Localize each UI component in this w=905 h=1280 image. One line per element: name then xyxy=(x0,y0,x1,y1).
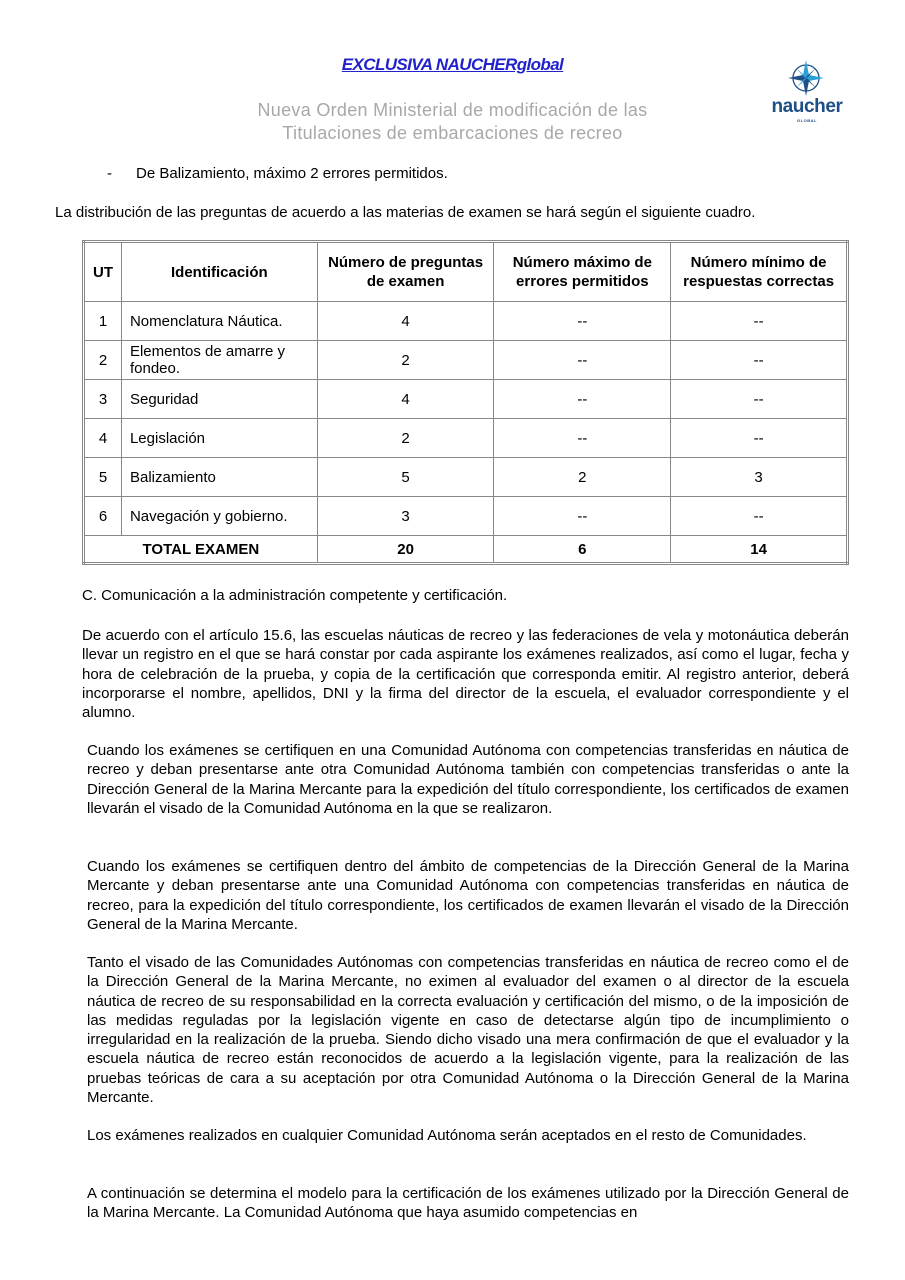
body-paragraph: Cuando los exámenes se certifiquen en una Comunidad Autónoma con competencias transferidas en náutica de recreo y deban presentarse ante otra Comunidad Autónoma también con competencias transferidas o ante la Dirección General de la Marina Mercante para la expedición del título correspondiente, los certificados de examen llevarán el visado de la Comunidad Autónoma en la que se realizaron. xyxy=(87,742,849,817)
body-paragraph: Cuando los exámenes se certifiquen dentro del ámbito de competencias de la Dirección General de la Marina Mercante y deban presentarse ante una Comunidad Autónoma con competencias transferidas en náutica de recreo, para la expedición del título correspondiente, los certificados de examen llevarán el visado de la Dirección General de la Marina Mercante. xyxy=(87,858,849,933)
cell-identificacion: Nomenclatura Náutica. xyxy=(121,302,317,341)
table-header-row xyxy=(84,242,848,302)
cell-preguntas: 2 xyxy=(317,419,494,458)
cell-preguntas: 4 xyxy=(317,302,494,341)
total-correctas: 14 xyxy=(671,536,848,564)
header-num-preguntas: Número de preguntas de examen xyxy=(317,242,494,302)
logo-wordmark: naucher xyxy=(771,96,843,117)
cell-errores: -- xyxy=(494,419,671,458)
cell-ut: 4 xyxy=(84,419,122,458)
cell-identificacion: Legislación xyxy=(121,419,317,458)
intro-paragraph: La distribución de las preguntas de acuerdo a las materias de examen se hará según el siguiente cuadro. xyxy=(55,204,756,221)
cell-correctas: -- xyxy=(671,341,848,380)
cell-errores: -- xyxy=(494,497,671,536)
cell-preguntas: 5 xyxy=(317,458,494,497)
header-ut: UT xyxy=(84,242,122,302)
header-min-correctas: Número mínimo de respuestas correctas xyxy=(671,242,848,302)
cell-errores: -- xyxy=(494,341,671,380)
body-paragraph: Tanto el visado de las Comunidades Autónomas con competencias transferidas en náutica de recreo como el de la Dirección General de la Marina Mercante, no eximen al evaluador del examen o al director de la escuela náutica de recreo de su responsabilidad en la correcta evaluación y certificación del mismo, o de la imposición de las medidas reguladas por la legislación vigente en caso de detectarse algún tipo de incumplimiento o irregularidad en la realización de la prueba. Siendo dicho visado una mera confirmación de que el evaluador y la escuela náutica de recreo están reconocidos de acuerdo a la legislación vigente, para la realización de las pruebas teóricas de cara a su aceptación por otra Comunidad Autónoma o la Dirección General de la Marina Mercante. xyxy=(87,954,849,1107)
cell-correctas: -- xyxy=(671,419,848,458)
cell-errores: 2 xyxy=(494,458,671,497)
cell-ut: 6 xyxy=(84,497,122,536)
total-label: TOTAL EXAMEN xyxy=(84,536,318,564)
bullet-text: De Balizamiento, máximo 2 errores permitidos. xyxy=(136,165,448,182)
cell-correctas: -- xyxy=(671,302,848,341)
logo-subtext: GLOBAL xyxy=(797,118,817,123)
cell-identificacion: Elementos de amarre y fondeo. xyxy=(121,341,317,380)
body-paragraph: Los exámenes realizados en cualquier Comunidad Autónoma serán aceptados en el resto de Comunidades. xyxy=(87,1127,807,1144)
cell-ut: 2 xyxy=(84,341,122,380)
header-link[interactable]: EXCLUSIVA NAUCHERglobal xyxy=(341,55,564,74)
table-row xyxy=(84,497,848,536)
cell-identificacion: Seguridad xyxy=(121,380,317,419)
cell-correctas: 3 xyxy=(671,458,848,497)
table-row xyxy=(84,380,848,419)
cell-identificacion: Navegación y gobierno. xyxy=(121,497,317,536)
total-errores: 6 xyxy=(494,536,671,564)
bullet-dash: - xyxy=(107,165,112,182)
exam-table xyxy=(82,240,849,565)
cell-preguntas: 3 xyxy=(317,497,494,536)
cell-identificacion: Balizamiento xyxy=(121,458,317,497)
cell-ut: 1 xyxy=(84,302,122,341)
cell-errores: -- xyxy=(494,302,671,341)
body-paragraph: De acuerdo con el artículo 15.6, las escuelas náuticas de recreo y las federaciones de vela y motonáutica deberán llevar un registro en el que se hará constar por cada aspirante los exámenes realizados, así como el lugar, fecha y hora de celebración de la prueba, y copia de la certificación que corresponda emitir. Al registro anterior, deberá incorporarse el nombre, apellidos, DNI y la firma del director de la escuela, el evaluador correspondiente y el alumno. xyxy=(82,627,849,722)
cell-preguntas: 4 xyxy=(317,380,494,419)
total-preguntas: 20 xyxy=(317,536,494,564)
cell-correctas: -- xyxy=(671,497,848,536)
cell-ut: 5 xyxy=(84,458,122,497)
table-total-row xyxy=(84,536,848,564)
header-max-errores: Número máximo de errores permitidos xyxy=(494,242,671,302)
section-heading: C. Comunicación a la administración competente y certificación. xyxy=(82,587,508,604)
cell-ut: 3 xyxy=(84,380,122,419)
header-identificacion: Identificación xyxy=(121,242,317,302)
table-row xyxy=(84,419,848,458)
bullet-item xyxy=(107,165,448,182)
table-row xyxy=(84,302,848,341)
subtitle-line-2: Titulaciones de embarcaciones de recreo xyxy=(282,123,623,143)
cell-preguntas: 2 xyxy=(317,341,494,380)
table-row xyxy=(84,458,848,497)
subtitle-line-1: Nueva Orden Ministerial de modificación de las xyxy=(257,100,648,120)
cell-correctas: -- xyxy=(671,380,848,419)
table-row xyxy=(84,341,848,380)
cell-errores: -- xyxy=(494,380,671,419)
body-paragraph: A continuación se determina el modelo para la certificación de los exámenes utilizado por la Dirección General de la Marina Mercante. La Comunidad Autónoma que haya asumido competencias en xyxy=(87,1185,849,1222)
